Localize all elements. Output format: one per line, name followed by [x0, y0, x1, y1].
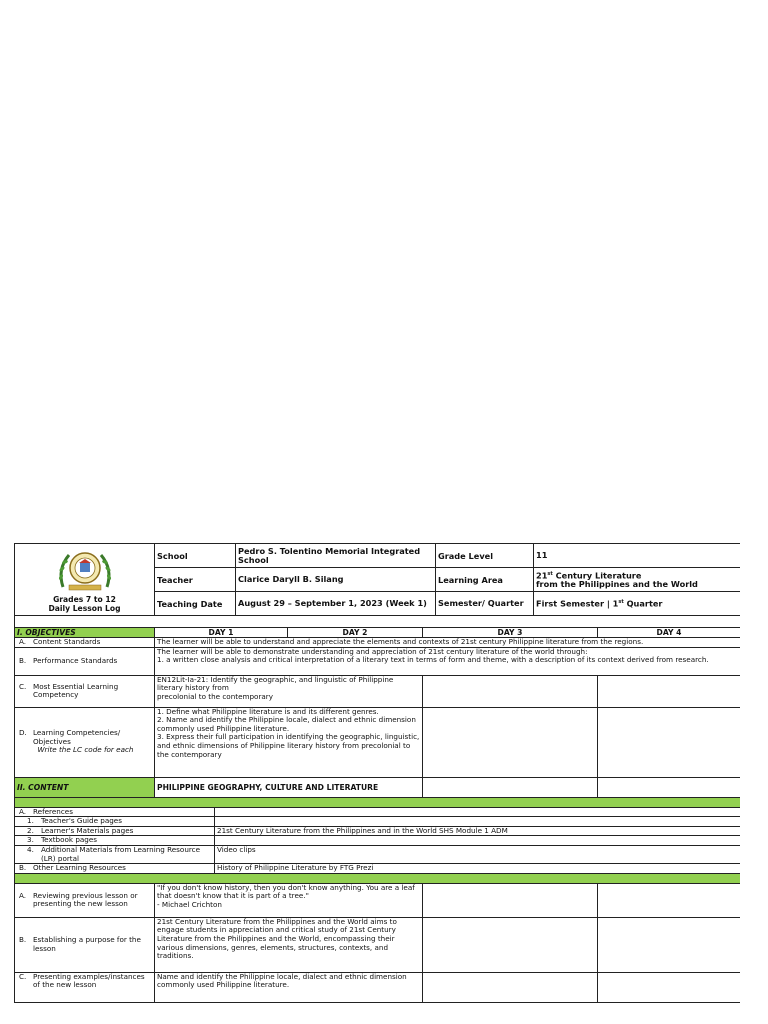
learning-area-value: 21st Century Literature from the Philippines and the World [534, 568, 741, 592]
references-label: A. References [15, 807, 215, 817]
green-divider-1 [15, 797, 741, 807]
semester-label: Semester/ Quarter [436, 592, 534, 616]
melc-day3 [423, 675, 598, 707]
performance-standards-value: The learner will be able to demonstrate understanding and appreciation of 21st century literature of the world through: 1. a written close analysis and critical interpretation of a literary text in terms of form and theme, with a description of its context derived from research. [155, 647, 741, 675]
logo-cell [15, 544, 155, 616]
textbook-pages-label: 3. Textbook pages [15, 836, 215, 846]
daily-lesson-log-sheet [14, 543, 740, 1024]
melc-day4 [598, 675, 741, 707]
purpose-day3 [423, 917, 598, 972]
establishing-purpose-label: B. Establishing a purpose for the lesson [15, 917, 155, 972]
content-day3 [423, 777, 598, 797]
purpose-day4 [598, 917, 741, 972]
lr-portal-label: 4. Additional Materials from Learning Resource (LR) portal [15, 845, 215, 863]
lr-portal-value: Video clips [215, 845, 741, 863]
teaching-date-label: Teaching Date [155, 592, 236, 616]
learning-competencies-label: D. Learning Competencies/ Objectives Write the LC code for each [15, 707, 155, 777]
procedures-table [14, 883, 740, 1003]
content-standards-label: A. Content Standards [15, 638, 155, 648]
establishing-purpose-value: 21st Century Literature from the Philippines and the World aims to engage students in appreciation and critical study of 21st Century Literature from the Philippines and the World, encompassing their various dimensions, genres, elements, structures, contexts, and traditions. [155, 917, 423, 972]
examples-day3 [423, 972, 598, 1002]
teacher-value: Clarice Daryll B. Silang [236, 568, 436, 592]
day4-header: DAY 4 [598, 628, 741, 638]
school-value: Pedro S. Tolentino Memorial Integrated School [236, 544, 436, 568]
reviewing-lesson-value: "If you don't know history, then you don't know anything. You are a leaf that doesn't know that it is part of a tree." - Michael Crichton [155, 883, 423, 917]
header-spacer [15, 616, 741, 628]
day1-header: DAY 1 [155, 628, 288, 638]
grade-value: 11 [534, 544, 741, 568]
day3-header: DAY 3 [423, 628, 598, 638]
reviewing-day4 [598, 883, 741, 917]
other-resources-value: History of Philippine Literature by FTG Prezi [215, 864, 741, 874]
teachers-guide-value [215, 817, 741, 827]
melc-value: EN12Lit-Ia-21: Identify the geographic, and linguistic of Philippine literary history from precolonial to the contemporary [155, 675, 423, 707]
content-heading: II. CONTENT [15, 777, 155, 797]
reviewing-day3 [423, 883, 598, 917]
performance-standards-label: B. Performance Standards [15, 647, 155, 675]
presenting-examples-label: C. Presenting examples/instances of the new lesson [15, 972, 155, 1002]
grade-label: Grade Level [436, 544, 534, 568]
learning-area-label: Learning Area [436, 568, 534, 592]
teachers-guide-label: 1. Teacher's Guide pages [15, 817, 215, 827]
teaching-date-value: August 29 – September 1, 2023 (Week 1) [236, 592, 436, 616]
reviewing-lesson-label: A. Reviewing previous lesson or presenting the new lesson [15, 883, 155, 917]
competencies-day4 [598, 707, 741, 777]
school-label: School [155, 544, 236, 568]
objectives-table [14, 627, 740, 808]
references-value [215, 807, 741, 817]
objectives-heading: I. OBJECTIVES [15, 628, 155, 638]
textbook-pages-value [215, 836, 741, 846]
content-day4 [598, 777, 741, 797]
green-divider-2 [15, 873, 741, 883]
day2-header: DAY 2 [288, 628, 423, 638]
learners-materials-label: 2. Learner's Materials pages [15, 826, 215, 836]
form-title-line2: Daily Lesson Log [48, 603, 121, 613]
semester-value: First Semester | 1st Quarter [534, 592, 741, 616]
melc-label: C. Most Essential Learning Competency [15, 675, 155, 707]
school-seal-logo [55, 547, 115, 593]
presenting-examples-value: Name and identify the Philippine locale, dialect and ethnic dimension commonly used Philippine literature. [155, 972, 423, 1002]
learners-materials-value: 21st Century Literature from the Philippines and in the World SHS Module 1 ADM [215, 826, 741, 836]
content-value: PHILIPPINE GEOGRAPHY, CULTURE AND LITERATURE [155, 777, 423, 797]
examples-day4 [598, 972, 741, 1002]
teacher-label: Teacher [155, 568, 236, 592]
other-resources-label: B. Other Learning Resources [15, 864, 215, 874]
learning-competencies-value: 1. Define what Philippine literature is and its different genres. 2. Name and identify the Philippine locale, dialect and ethnic dimension commonly used Philippine literature. 3. Express their full participation in identifying the geographic, linguistic, and ethnic dimensions of Philippine literary history from precolonial to the contemporary [155, 707, 423, 777]
header-table [14, 543, 740, 628]
content-standards-value: The learner will be able to understand and appreciate the elements and contexts of 21st century Philippine literature from the regions. [155, 638, 741, 648]
resources-table [14, 807, 740, 884]
competencies-day3 [423, 707, 598, 777]
form-title-line1: Grades 7 to 12 [53, 594, 116, 604]
